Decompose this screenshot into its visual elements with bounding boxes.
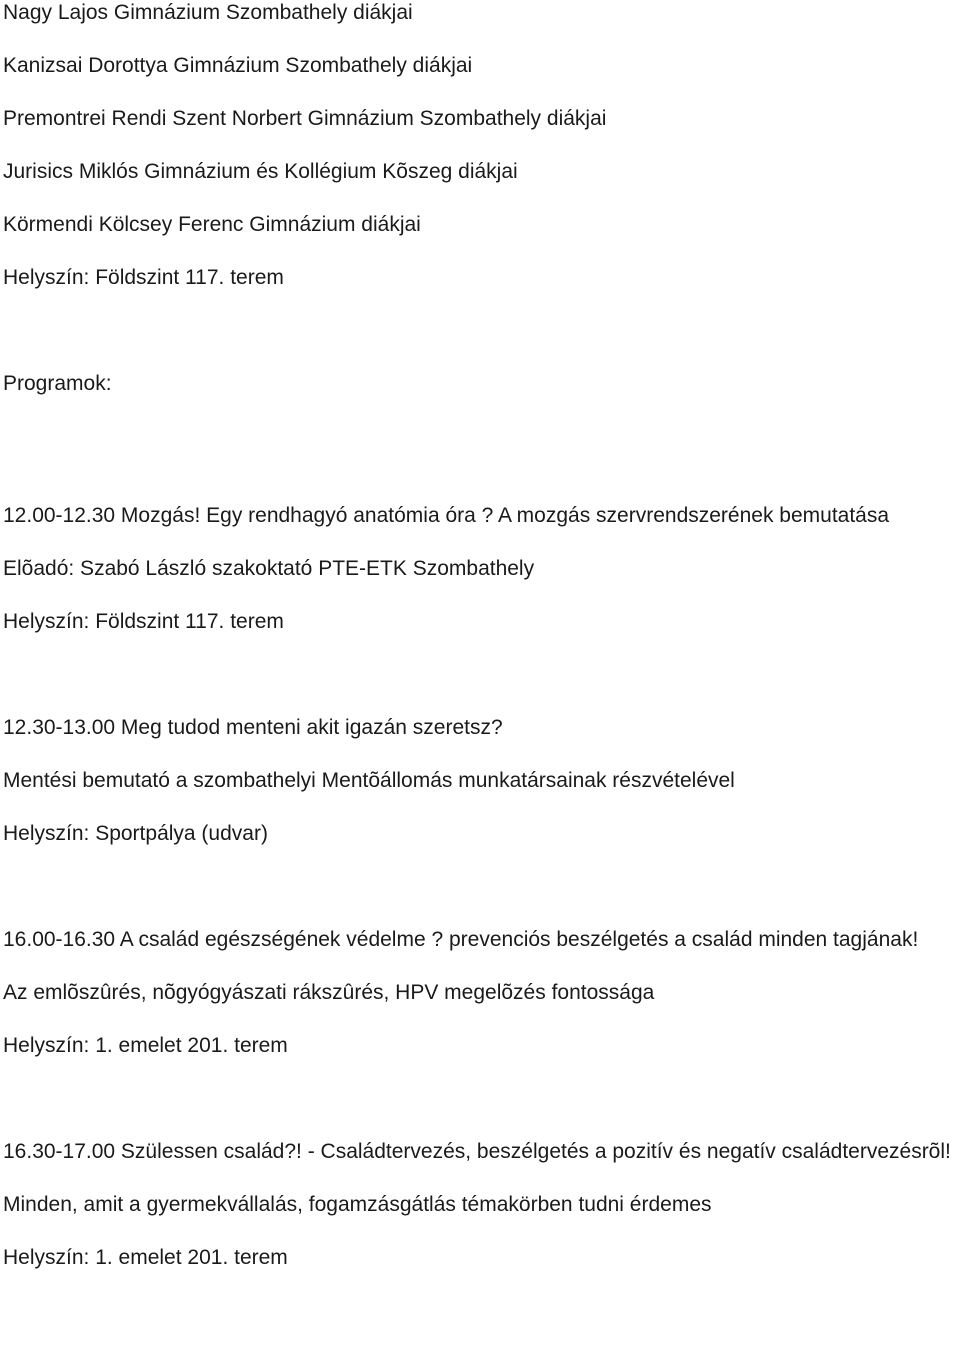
intro-location: Helyszín: Földszint 117. terem xyxy=(3,266,284,289)
program-block-4 xyxy=(3,1139,958,1271)
program-detail: Az emlõszûrés, nõgyógyászati rákszûrés, HPV megelõzés fontossága xyxy=(3,981,655,1004)
program-detail: Mentési bemutató a szombathelyi Mentõállomás munkatársainak részvételével xyxy=(3,769,735,792)
program-location: Helyszín: 1. emelet 201. terem xyxy=(3,1246,288,1269)
school-2: Kanizsai Dorottya Gimnázium Szombathely diákjai xyxy=(3,54,473,77)
programs-heading: Programok: xyxy=(3,372,112,395)
school-5: Körmendi Kölcsey Ferenc Gimnázium diákjai xyxy=(3,213,421,236)
program-block-2 xyxy=(3,715,958,847)
program-location: Helyszín: Sportpálya (udvar) xyxy=(3,822,268,845)
school-3: Premontrei Rendi Szent Norbert Gimnázium Szombathely diákjai xyxy=(3,107,607,130)
program-title: 12.00-12.30 Mozgás! Egy rendhagyó anatómia óra ? A mozgás szervrendszerének bemutatása xyxy=(3,504,890,527)
program-title: 16.30-17.00 Szülessen család?! - Családtervezés, beszélgetés a pozitív és negatív családtervezésrõl! xyxy=(3,1140,951,1163)
program-block-1 xyxy=(3,503,958,635)
document-page xyxy=(3,0,958,1271)
program-block-3 xyxy=(3,927,958,1059)
program-title: 16.00-16.30 A család egészségének védelme ? prevenciós beszélgetés a család minden tagjának! xyxy=(3,928,919,951)
program-detail: Minden, amit a gyermekvállalás, fogamzásgátlás témakörben tudni érdemes xyxy=(3,1193,712,1216)
school-list xyxy=(3,0,958,291)
school-4: Jurisics Miklós Gimnázium és Kollégium Kõszeg diákjai xyxy=(3,160,518,183)
program-location: Helyszín: 1. emelet 201. terem xyxy=(3,1034,288,1057)
program-detail: Elõadó: Szabó László szakoktató PTE-ETK Szombathely xyxy=(3,557,535,580)
program-title: 12.30-13.00 Meg tudod menteni akit igazán szeretsz? xyxy=(3,716,503,739)
school-1: Nagy Lajos Gimnázium Szombathely diákjai xyxy=(3,1,413,24)
program-location: Helyszín: Földszint 117. terem xyxy=(3,610,284,633)
